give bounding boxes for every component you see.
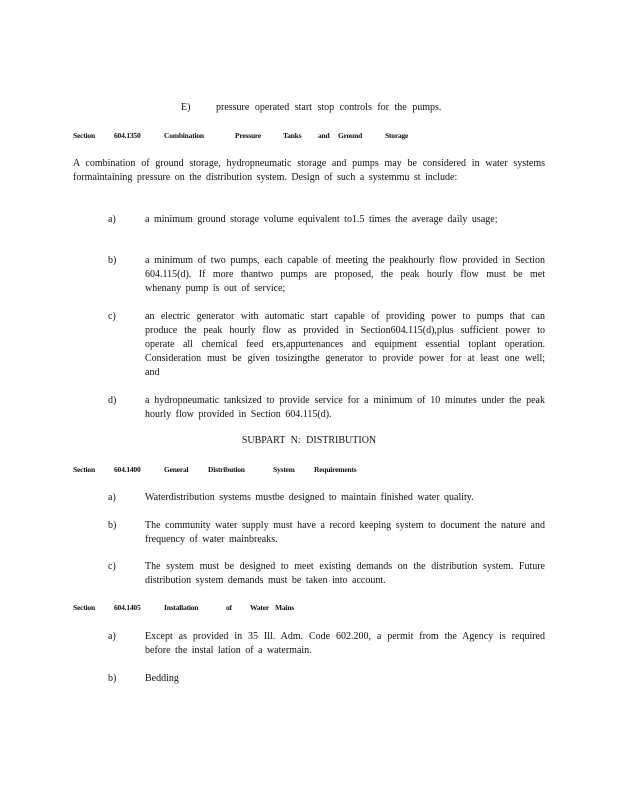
list-item-text: Waterdistribution systems mustbe designed to maintain finished water quality. — [145, 492, 474, 503]
list-item-label: c) — [108, 561, 116, 572]
section-number: 604.1405 — [114, 603, 141, 612]
list-item-label: b) — [108, 673, 117, 684]
list-item-text: The system must be designed to meet existing demands on the distribution system. Future distribution system demands must be taken into account. — [145, 561, 545, 586]
list-item-text: a minimum ground storage volume equivalent to1.5 times the average daily usage; — [145, 214, 498, 225]
heading-word: General — [164, 465, 189, 474]
list-item-text: Bedding — [145, 673, 179, 684]
list-item-label: c) — [108, 311, 116, 322]
section-1400-heading — [73, 465, 473, 475]
list-item-label: b) — [108, 255, 117, 266]
list-item-text: a minimum of two pumps, each capable of meeting the peakhourly flow provided in Section 604.115(d). If more thantwo pumps are proposed, the peak hourly flow must be met whenany pump is out of service; — [145, 255, 545, 294]
section-1405-heading — [73, 603, 473, 613]
heading-word: Distribution — [208, 465, 245, 474]
list-item-label: a) — [108, 214, 116, 225]
section-number: 604.1350 — [114, 131, 141, 140]
heading-word: and — [318, 131, 330, 140]
heading-word: Pressure — [235, 131, 262, 140]
top-item-text: pressure operated start stop controls for the pumps. — [216, 102, 442, 113]
subpart-title: SUBPART N: DISTRIBUTION — [241, 435, 377, 446]
heading-word: Combination — [164, 131, 204, 140]
list-item-label: a) — [108, 492, 116, 503]
list-item-text: an electric generator with automatic start capable of providing power to pumps that can produce the peak hourly flow as provided in Section604.115(d),plus sufficient power to operate all chemical feed ers,appurtenances and equipment essential toplant operation. Consideration must be given tosizingthe generator to provide power for at least one well; and — [145, 311, 545, 378]
heading-word: Requirements — [314, 465, 357, 474]
heading-word: Mains — [275, 603, 295, 612]
list-item-text: The community water supply must have a record keeping system to document the nature and frequency of water mainbreaks. — [145, 520, 545, 545]
list-item-label: d) — [108, 395, 117, 406]
section-number: 604.1400 — [114, 465, 141, 474]
heading-word: System — [273, 465, 295, 474]
section-label: Section — [73, 603, 95, 612]
heading-word: Storage — [385, 131, 409, 140]
list-item-label: b) — [108, 520, 117, 531]
section-label: Section — [73, 131, 95, 140]
heading-word: Ground — [338, 131, 363, 140]
top-item-label: E) — [181, 102, 191, 113]
list-item-text: Except as provided in 35 Ill. Adm. Code 602.200, a permit from the Agency is required before the instal lation of a watermain. — [145, 631, 545, 656]
section-1350-intro: A combination of ground storage, hydropneumatic storage and pumps may be considered in water systems formaintaining pressure on the distribution system. Design of such a systemmu st include: — [73, 158, 545, 183]
heading-word: Installation — [164, 603, 199, 612]
section-1350-heading — [73, 131, 473, 141]
heading-word: Tanks — [283, 131, 302, 140]
list-item-label: a) — [108, 631, 116, 642]
heading-word: Water — [250, 603, 269, 612]
heading-word: of — [226, 603, 232, 612]
section-label: Section — [73, 465, 95, 474]
list-item-text: a hydropneumatic tanksized to provide service for a minimum of 10 minutes under the peak hourly flow provided in Section 604.115(d). — [145, 395, 545, 420]
